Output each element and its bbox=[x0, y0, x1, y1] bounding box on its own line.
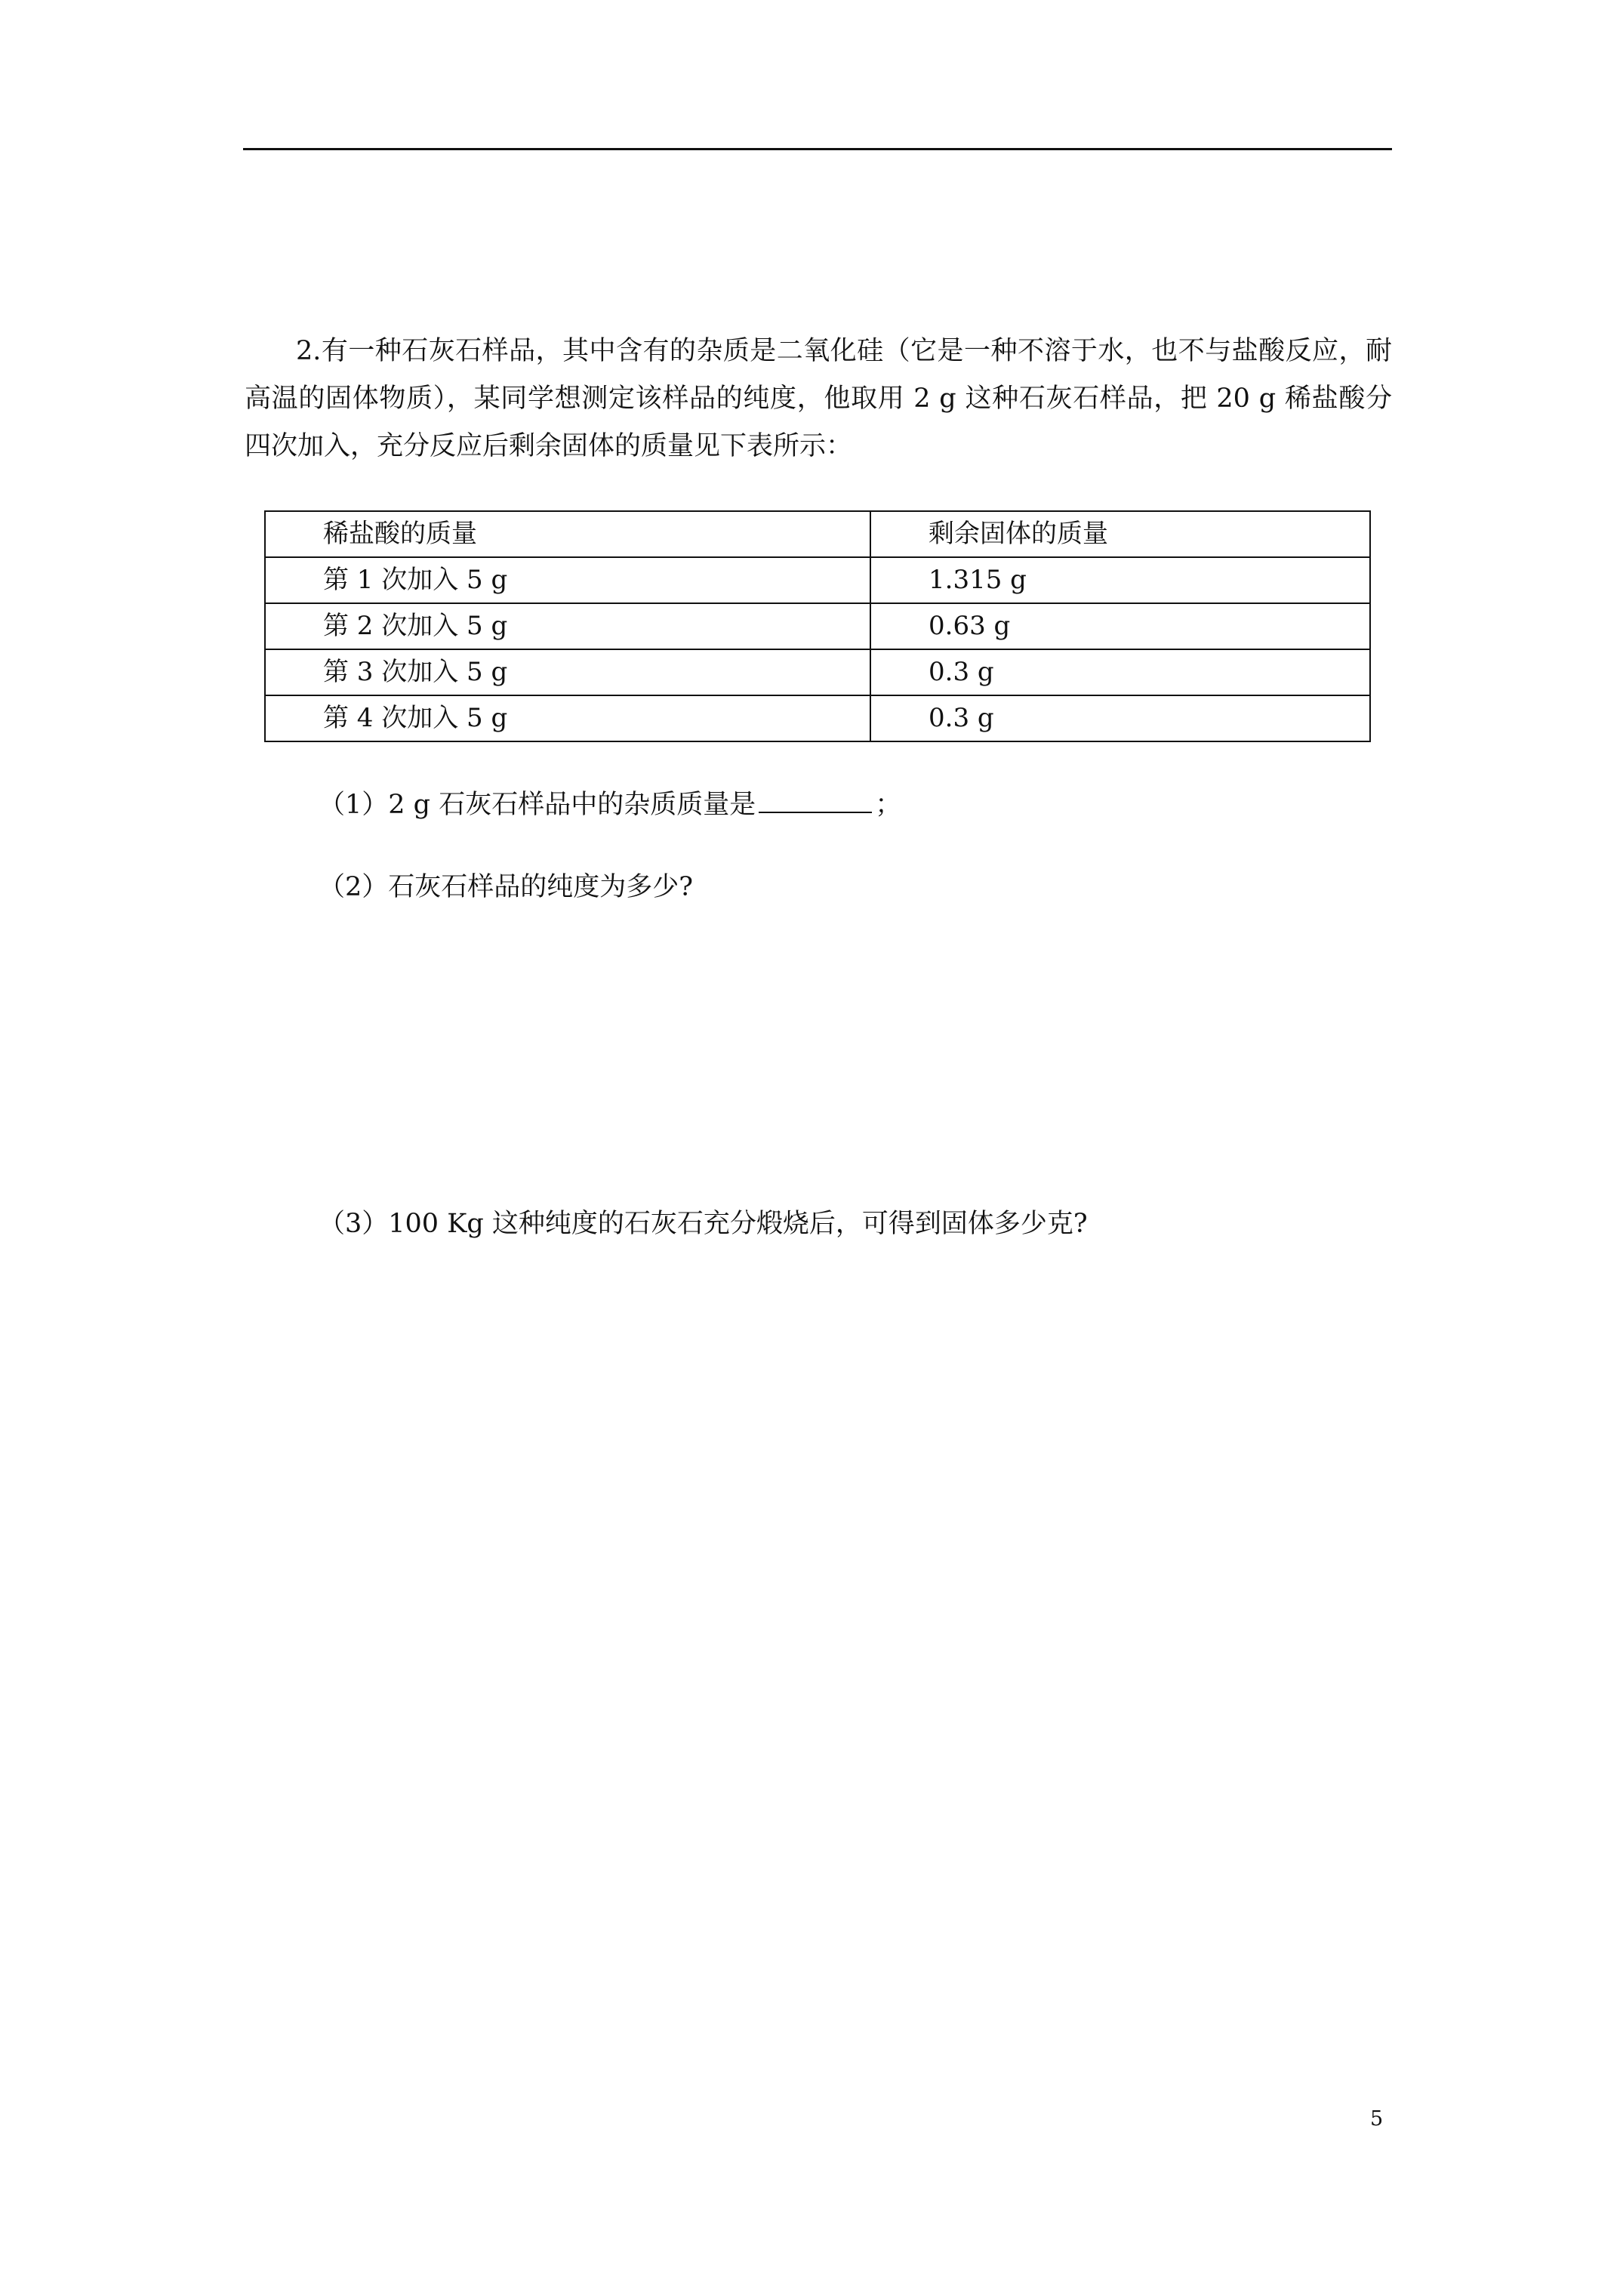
table-row bbox=[265, 603, 1370, 649]
cell-acid-added: 第 2 次加入 5 g bbox=[265, 603, 870, 649]
table-row bbox=[265, 695, 1370, 741]
cell-acid-added: 第 3 次加入 5 g bbox=[265, 649, 870, 695]
question-2: （2）石灰石样品的纯度为多少? bbox=[319, 872, 694, 902]
header-remaining-mass: 剩余固体的质量 bbox=[870, 511, 1370, 557]
question-3: （3）100 Kg 这种纯度的石灰石充分煅烧后，可得到固体多少克? bbox=[319, 1209, 1088, 1239]
cell-remaining-solid: 0.63 g bbox=[870, 603, 1370, 649]
question-1-end: ； bbox=[875, 790, 902, 820]
header-acid-mass: 稀盐酸的质量 bbox=[265, 511, 870, 557]
cell-remaining-solid: 1.315 g bbox=[870, 557, 1370, 603]
table-header-row bbox=[265, 511, 1370, 557]
table-row bbox=[265, 649, 1370, 695]
header-rule bbox=[243, 148, 1392, 150]
results-table bbox=[264, 510, 1371, 742]
page-number: 5 bbox=[1370, 2107, 1384, 2131]
problem-statement: 2.有一种石灰石样品，其中含有的杂质是二氧化硅（它是一种不溶于水，也不与盐酸反应，耐高温的固体物质），某同学想测定该样品的纯度，他取用 2 g 这种石灰石样品，把 20 g 稀盐酸分四次加入，充分反应后剩余固体的质量见下表所示： bbox=[245, 336, 1392, 461]
cell-acid-added: 第 4 次加入 5 g bbox=[265, 695, 870, 741]
cell-acid-added: 第 1 次加入 5 g bbox=[265, 557, 870, 603]
cell-remaining-solid: 0.3 g bbox=[870, 695, 1370, 741]
question-1-text: （1）2 g 石灰石样品中的杂质质量是 bbox=[319, 790, 756, 820]
table-row bbox=[265, 557, 1370, 603]
question-1 bbox=[319, 786, 901, 824]
cell-remaining-solid: 0.3 g bbox=[870, 649, 1370, 695]
answer-blank bbox=[759, 786, 872, 813]
